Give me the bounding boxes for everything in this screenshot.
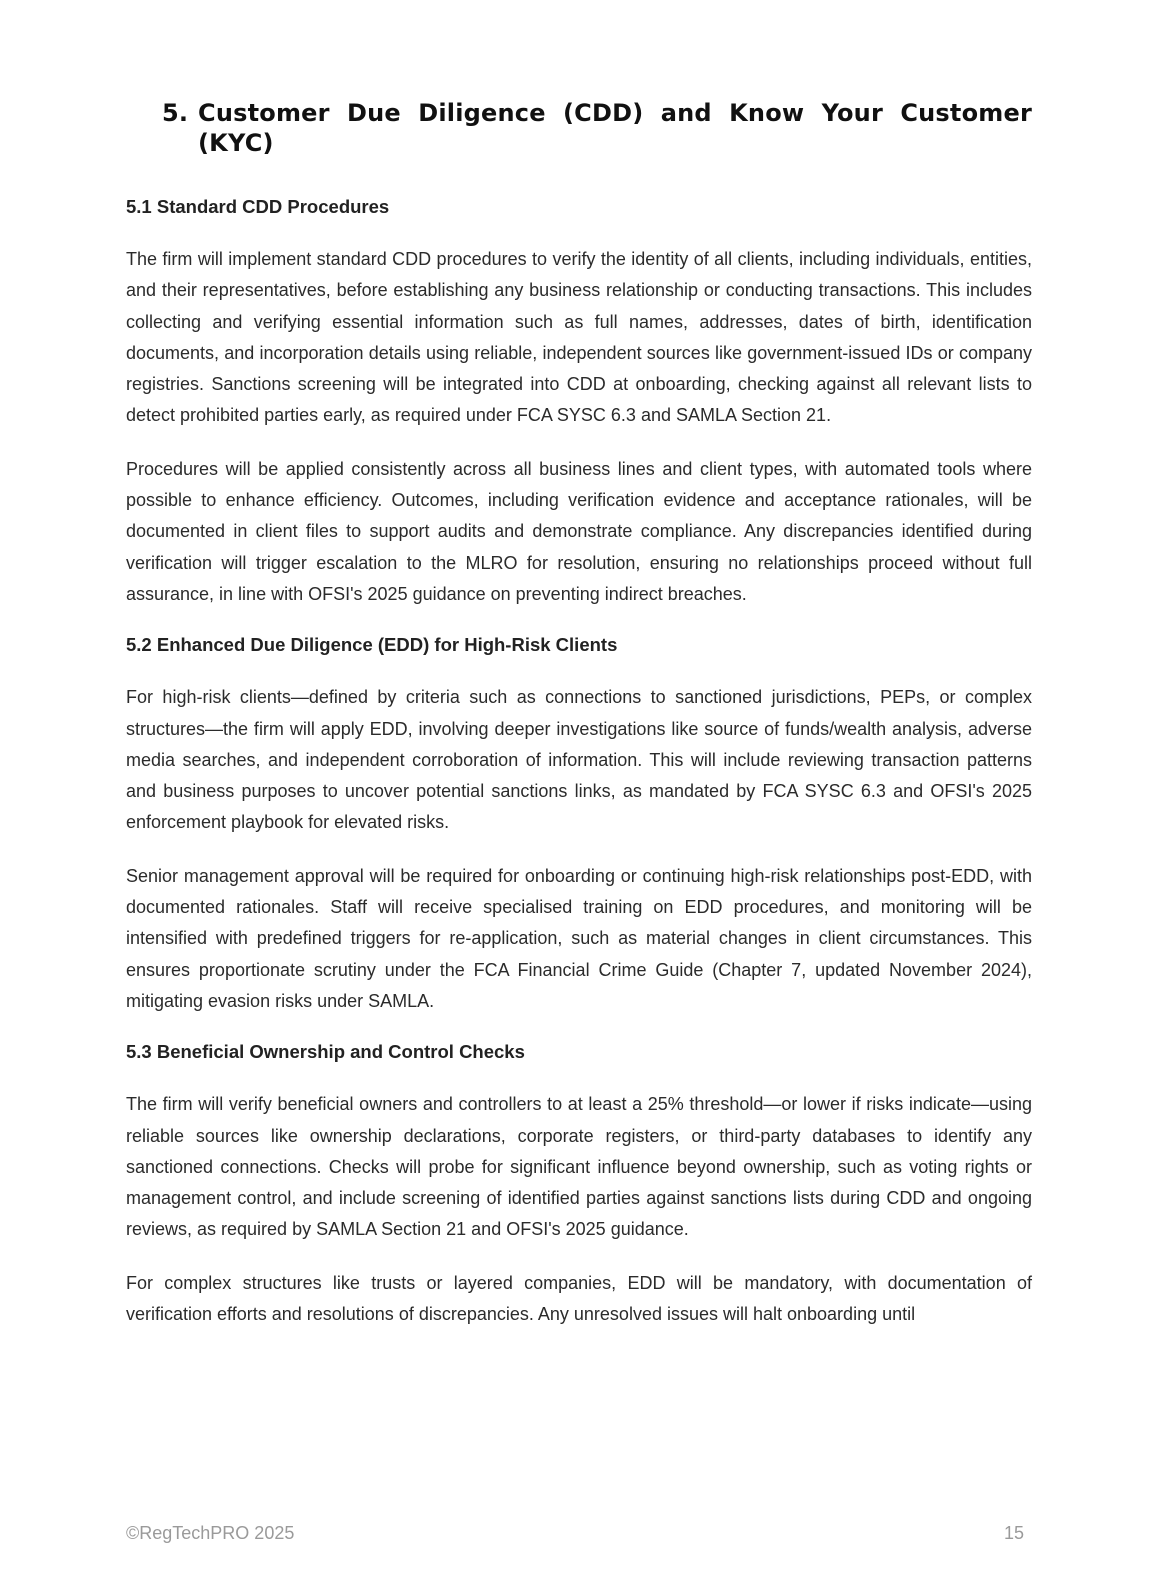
subsection-title: 5.1 Standard CDD Procedures [126, 196, 390, 217]
subsection-5-3 [126, 1039, 1032, 1330]
paragraph: For complex structures like trusts or layered companies, EDD will be mandatory, with documentation of verification efforts and resolutions of discrepancies. Any unresolved issues will halt onboarding until [126, 1272, 1032, 1325]
paragraph: The firm will verify beneficial owners and controllers to at least a 25% threshold—or lower if risks indicate—using reliable sources like ownership declarations, corporate registers, or third-party databases to identify any sanctioned connections. Checks will probe for significant influence beyond ownership, such as voting rights or management control, and include screening of identified parties against sanctions lists during CDD and ongoing reviews, as required by SAMLA Section 21 and OFSI's 2025 guidance. [126, 1094, 1032, 1240]
paragraph: Procedures will be applied consistently across all business lines and client types, with automated tools where possible to enhance efficiency. Outcomes, including verification evidence and acceptance rationales, will be documented in client files to support audits and demonstrate compliance. Any discrepancies identified during verification will trigger escalation to the MLRO for resolution, ensuring no relationships proceed without full assurance, in line with OFSI's 2025 guidance on preventing indirect breaches. [126, 458, 1032, 604]
footer-page-number: 15 [1003, 1523, 1024, 1543]
subsection-5-1 [126, 194, 1032, 610]
section-heading-title: Customer Due Diligence (CDD) and Know Your Customer (KYC) [198, 99, 1032, 157]
subsection-title: 5.2 Enhanced Due Diligence (EDD) for High-Risk Clients [126, 634, 618, 656]
footer-copyright: ©RegTechPRO 2025 [126, 1523, 295, 1543]
subsection-5-2 [126, 632, 1032, 1017]
paragraph: For high-risk clients—defined by criteria such as connections to sanctioned jurisdictions, PEPs, or complex structures—the firm will apply EDD, involving deeper investigations like source of funds/wealth analysis, adverse media searches, and independent corroboration of information. This will include reviewing transaction patterns and business purposes to uncover potential sanctions links, as mandated by FCA SYSC 6.3 and OFSI's 2025 enforcement playbook for elevated risks. [126, 687, 1032, 833]
paragraph: Senior management approval will be required for onboarding or continuing high-risk relationships post-EDD, with documented rationales. Staff will receive specialised training on EDD procedures, and monitoring will be intensified with predefined triggers for re-application, such as material changes in client circumstances. This ensures proportionate scrutiny under the FCA Financial Crime Guide (Chapter 7, updated November 2024), mitigating evasion risks under SAMLA. [126, 865, 1032, 1011]
section-heading-number: 5. [162, 99, 189, 127]
page-content [126, 98, 1032, 1352]
subsection-title: 5.3 Beneficial Ownership and Control Checks [126, 1041, 525, 1063]
paragraph: The firm will implement standard CDD procedures to verify the identity of all clients, including individuals, entities, and their representatives, before establishing any business relationship or conducting transactions. This includes collecting and verifying essential information such as full names, addresses, dates of birth, identification documents, and incorporation details using reliable, independent sources like government-issued IDs or company registries. Sanctions screening will be integrated into CDD at onboarding, checking against all relevant lists to detect prohibited parties early, as required under FCA SYSC 6.3 and SAMLA Section 21. [126, 249, 1032, 426]
section-heading [162, 98, 1032, 158]
